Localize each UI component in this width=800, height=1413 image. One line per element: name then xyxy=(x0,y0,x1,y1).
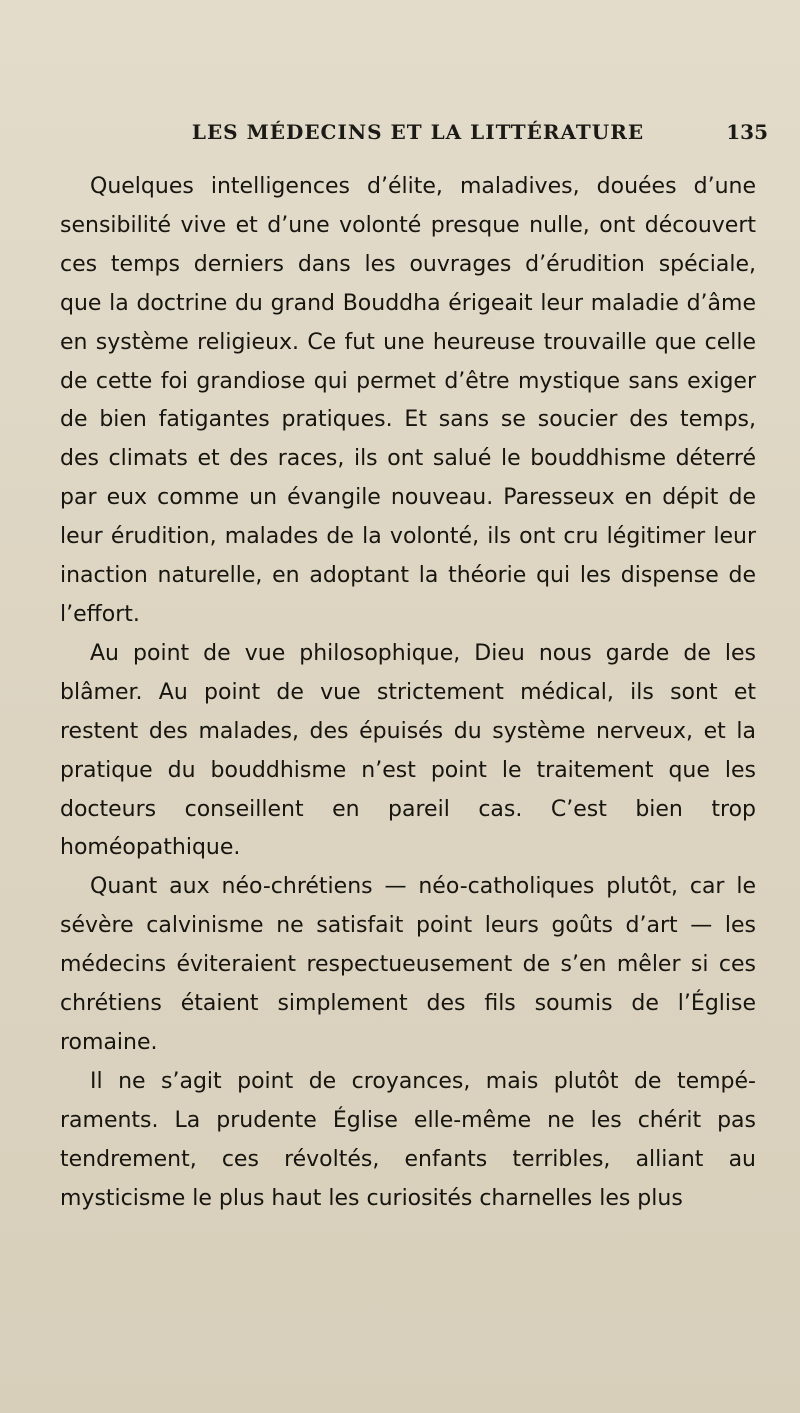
running-title: LES MÉDECINS ET LA LITTÉRATURE xyxy=(191,120,645,144)
paragraph-3: Quant aux néo-chrétiens — néo-catholiques plutôt, car le sévère calvinisme ne satisfait point leurs goûts d’art — les médecins éviteraient respectueusement de s’en mêler si ces chrétiens étaient simplement des fils soumis de l’Église romaine. xyxy=(60,874,756,1055)
paragraph-4: Il ne s’agit point de croyances, mais plutôt de tempéraments. La prudente Église elle-même ne les chérit pas tendrement, ces révoltés, enfants terribles, alliant au mysticisme le plus haut les curiosités charnelles les plus xyxy=(60,1068,756,1211)
page-header xyxy=(60,120,776,150)
page-number: 135 xyxy=(726,120,768,144)
paragraph-1: Quelques intelligences d’élite, maladives, douées d’une sensibilité vive et d’une volonté presque nulle, ont découvert ces temps derniers dans les ouvrages d’érudition spéciale, que la doctrine du grand Bouddha érigeait leur maladie d’âme en système religieux. Ce fut une heureuse trouvaille que celle de cette foi grandiose qui permet d’être mystique sans exiger de bien fatigantes pratiques. Et sans se soucier des temps, des climats et des races, ils ont salué le bouddhisme déterré par eux comme un évangile nouveau. Paresseux en dépit de leur érudition, malades de la volonté, ils ont cru légitimer leur inaction naturelle, en adoptant la théorie qui les dispense de l’effort. xyxy=(60,174,756,627)
paragraph-2: Au point de vue philosophique, Dieu nous garde de les blâmer. Au point de vue strictement médical, ils sont et restent des malades, des épuisés du système nerveux, et la pratique du bouddhisme n’est point le traitement que les docteurs conseillent en pareil cas. C’est bien trop homéopathique. xyxy=(60,640,756,861)
body-text xyxy=(60,168,756,1218)
